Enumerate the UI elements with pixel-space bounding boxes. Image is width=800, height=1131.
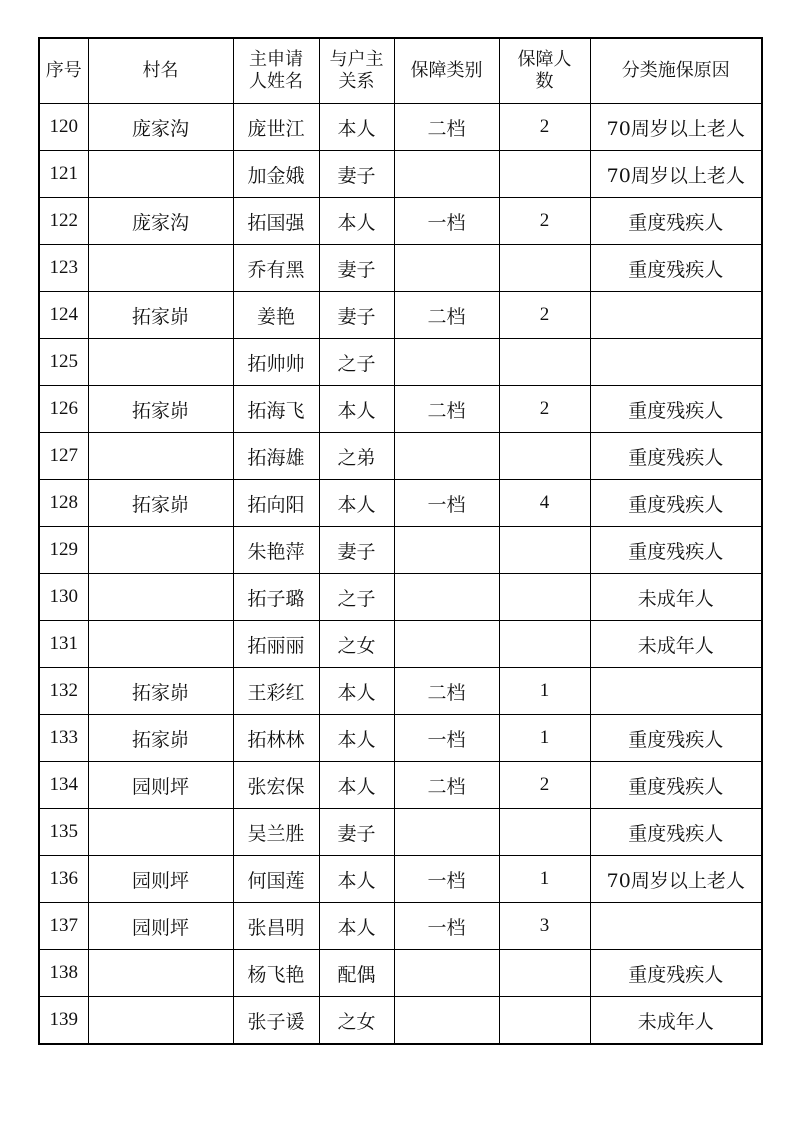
cell-no: 133 — [39, 715, 88, 762]
header-relation-line1: 与户主 — [329, 49, 384, 70]
cell-relation: 本人 — [319, 903, 394, 950]
cell-count: 1 — [499, 715, 590, 762]
cell-village — [88, 339, 233, 386]
cell-relation: 配偶 — [319, 950, 394, 997]
cell-village: 拓家峁 — [88, 715, 233, 762]
table-row — [39, 433, 762, 480]
cell-village — [88, 433, 233, 480]
cell-type — [394, 574, 499, 621]
cell-count — [499, 997, 590, 1045]
cell-reason — [590, 668, 762, 715]
cell-no: 139 — [39, 997, 88, 1045]
cell-type: 一档 — [394, 856, 499, 903]
cell-applicant-name: 何国莲 — [233, 856, 319, 903]
table-row — [39, 245, 762, 292]
cell-relation: 本人 — [319, 762, 394, 809]
cell-village — [88, 151, 233, 198]
cell-relation: 本人 — [319, 198, 394, 245]
cell-applicant-name: 拓国强 — [233, 198, 319, 245]
cell-relation: 之弟 — [319, 433, 394, 480]
table-row — [39, 950, 762, 997]
cell-no: 123 — [39, 245, 88, 292]
cell-count: 1 — [499, 668, 590, 715]
cell-reason: 重度残疾人 — [590, 480, 762, 527]
cell-no: 128 — [39, 480, 88, 527]
cell-reason: 重度残疾人 — [590, 433, 762, 480]
cell-no: 137 — [39, 903, 88, 950]
cell-village: 园则坪 — [88, 762, 233, 809]
cell-applicant-name: 庞世江 — [233, 104, 319, 151]
cell-type — [394, 809, 499, 856]
cell-applicant-name: 杨飞艳 — [233, 950, 319, 997]
cell-village — [88, 527, 233, 574]
cell-type — [394, 997, 499, 1045]
header-type: 保障类别 — [394, 38, 499, 104]
table-row — [39, 386, 762, 433]
cell-village: 拓家峁 — [88, 480, 233, 527]
header-count-line1: 保障人 — [517, 49, 572, 70]
document-sheet — [38, 37, 763, 1045]
cell-reason: 70周岁以上老人 — [590, 856, 762, 903]
cell-no: 135 — [39, 809, 88, 856]
cell-count: 2 — [499, 762, 590, 809]
cell-no: 130 — [39, 574, 88, 621]
cell-reason: 70周岁以上老人 — [590, 104, 762, 151]
cell-count — [499, 339, 590, 386]
cell-village: 园则坪 — [88, 856, 233, 903]
cell-type: 二档 — [394, 762, 499, 809]
cell-count: 2 — [499, 292, 590, 339]
cell-count: 1 — [499, 856, 590, 903]
cell-no: 122 — [39, 198, 88, 245]
table-body — [39, 104, 762, 1045]
cell-reason: 未成年人 — [590, 621, 762, 668]
cell-type: 一档 — [394, 903, 499, 950]
cell-type — [394, 527, 499, 574]
cell-village — [88, 621, 233, 668]
table-row — [39, 856, 762, 903]
cell-village: 庞家沟 — [88, 104, 233, 151]
cell-relation: 妻子 — [319, 292, 394, 339]
header-applicant-name — [233, 38, 319, 104]
cell-relation: 之女 — [319, 621, 394, 668]
cell-relation: 本人 — [319, 856, 394, 903]
cell-village: 拓家峁 — [88, 292, 233, 339]
cell-type: 二档 — [394, 104, 499, 151]
cell-type — [394, 621, 499, 668]
cell-reason: 重度残疾人 — [590, 715, 762, 762]
cell-relation: 本人 — [319, 715, 394, 762]
cell-no: 129 — [39, 527, 88, 574]
cell-relation: 妻子 — [319, 151, 394, 198]
cell-village: 园则坪 — [88, 903, 233, 950]
cell-count: 3 — [499, 903, 590, 950]
cell-type: 二档 — [394, 668, 499, 715]
cell-type: 二档 — [394, 386, 499, 433]
cell-type — [394, 433, 499, 480]
header-village: 村名 — [88, 38, 233, 104]
table-row — [39, 292, 762, 339]
cell-applicant-name: 张子谖 — [233, 997, 319, 1045]
cell-type — [394, 950, 499, 997]
cell-no: 125 — [39, 339, 88, 386]
cell-type — [394, 339, 499, 386]
table-row — [39, 198, 762, 245]
cell-applicant-name: 张昌明 — [233, 903, 319, 950]
cell-village — [88, 245, 233, 292]
cell-type: 一档 — [394, 480, 499, 527]
table-row — [39, 715, 762, 762]
cell-applicant-name: 拓林林 — [233, 715, 319, 762]
cell-no: 134 — [39, 762, 88, 809]
header-applicant-line1: 主申请 — [249, 49, 303, 70]
header-count — [499, 38, 590, 104]
table-row — [39, 151, 762, 198]
table-row — [39, 997, 762, 1045]
table-row — [39, 903, 762, 950]
cell-reason: 重度残疾人 — [590, 198, 762, 245]
cell-reason — [590, 903, 762, 950]
cell-relation: 之子 — [319, 574, 394, 621]
cell-count: 2 — [499, 386, 590, 433]
cell-type — [394, 245, 499, 292]
table-row — [39, 621, 762, 668]
beneficiary-table — [38, 37, 763, 1045]
header-applicant-line2: 人姓名 — [249, 71, 303, 92]
cell-applicant-name: 吴兰胜 — [233, 809, 319, 856]
cell-applicant-name: 拓向阳 — [233, 480, 319, 527]
cell-applicant-name: 拓海雄 — [233, 433, 319, 480]
cell-relation: 之子 — [319, 339, 394, 386]
header-relation — [319, 38, 394, 104]
cell-count: 2 — [499, 198, 590, 245]
cell-relation: 妻子 — [319, 245, 394, 292]
cell-reason: 未成年人 — [590, 574, 762, 621]
cell-relation: 妻子 — [319, 809, 394, 856]
cell-type — [394, 151, 499, 198]
cell-relation: 本人 — [319, 480, 394, 527]
cell-reason: 重度残疾人 — [590, 245, 762, 292]
cell-count — [499, 527, 590, 574]
table-row — [39, 480, 762, 527]
header-no: 序号 — [39, 38, 88, 104]
cell-count — [499, 245, 590, 292]
cell-reason: 重度残疾人 — [590, 762, 762, 809]
cell-village — [88, 950, 233, 997]
cell-village: 拓家峁 — [88, 386, 233, 433]
table-header-row — [39, 38, 762, 104]
cell-applicant-name: 拓子璐 — [233, 574, 319, 621]
cell-no: 121 — [39, 151, 88, 198]
cell-relation: 本人 — [319, 386, 394, 433]
table-row — [39, 809, 762, 856]
cell-no: 136 — [39, 856, 88, 903]
cell-applicant-name: 姜艳 — [233, 292, 319, 339]
cell-relation: 本人 — [319, 668, 394, 715]
cell-count — [499, 950, 590, 997]
cell-reason: 未成年人 — [590, 997, 762, 1045]
cell-no: 131 — [39, 621, 88, 668]
cell-reason: 重度残疾人 — [590, 527, 762, 574]
cell-no: 124 — [39, 292, 88, 339]
table-row — [39, 668, 762, 715]
cell-reason: 重度残疾人 — [590, 809, 762, 856]
cell-relation: 妻子 — [319, 527, 394, 574]
cell-reason: 重度残疾人 — [590, 386, 762, 433]
cell-village — [88, 574, 233, 621]
cell-reason — [590, 292, 762, 339]
cell-type: 一档 — [394, 198, 499, 245]
cell-reason: 重度残疾人 — [590, 950, 762, 997]
table-row — [39, 574, 762, 621]
cell-type: 一档 — [394, 715, 499, 762]
cell-applicant-name: 拓帅帅 — [233, 339, 319, 386]
header-relation-line2: 关系 — [338, 71, 375, 92]
cell-applicant-name: 朱艳萍 — [233, 527, 319, 574]
cell-relation: 本人 — [319, 104, 394, 151]
cell-village — [88, 997, 233, 1045]
cell-count — [499, 809, 590, 856]
cell-no: 127 — [39, 433, 88, 480]
table-row — [39, 339, 762, 386]
cell-village: 庞家沟 — [88, 198, 233, 245]
cell-relation: 之女 — [319, 997, 394, 1045]
table-row — [39, 104, 762, 151]
table-row — [39, 527, 762, 574]
cell-count — [499, 151, 590, 198]
cell-reason — [590, 339, 762, 386]
cell-count — [499, 621, 590, 668]
cell-type: 二档 — [394, 292, 499, 339]
cell-no: 120 — [39, 104, 88, 151]
header-count-line2: 数 — [535, 71, 554, 92]
header-reason: 分类施保原因 — [590, 38, 762, 104]
table-row — [39, 762, 762, 809]
cell-village — [88, 809, 233, 856]
cell-no: 126 — [39, 386, 88, 433]
cell-count: 4 — [499, 480, 590, 527]
cell-count — [499, 574, 590, 621]
cell-applicant-name: 张宏保 — [233, 762, 319, 809]
cell-applicant-name: 拓丽丽 — [233, 621, 319, 668]
cell-no: 138 — [39, 950, 88, 997]
cell-applicant-name: 拓海飞 — [233, 386, 319, 433]
cell-village: 拓家峁 — [88, 668, 233, 715]
cell-no: 132 — [39, 668, 88, 715]
cell-count — [499, 433, 590, 480]
cell-reason: 70周岁以上老人 — [590, 151, 762, 198]
cell-applicant-name: 乔有黑 — [233, 245, 319, 292]
cell-applicant-name: 加金娥 — [233, 151, 319, 198]
cell-applicant-name: 王彩红 — [233, 668, 319, 715]
cell-count: 2 — [499, 104, 590, 151]
